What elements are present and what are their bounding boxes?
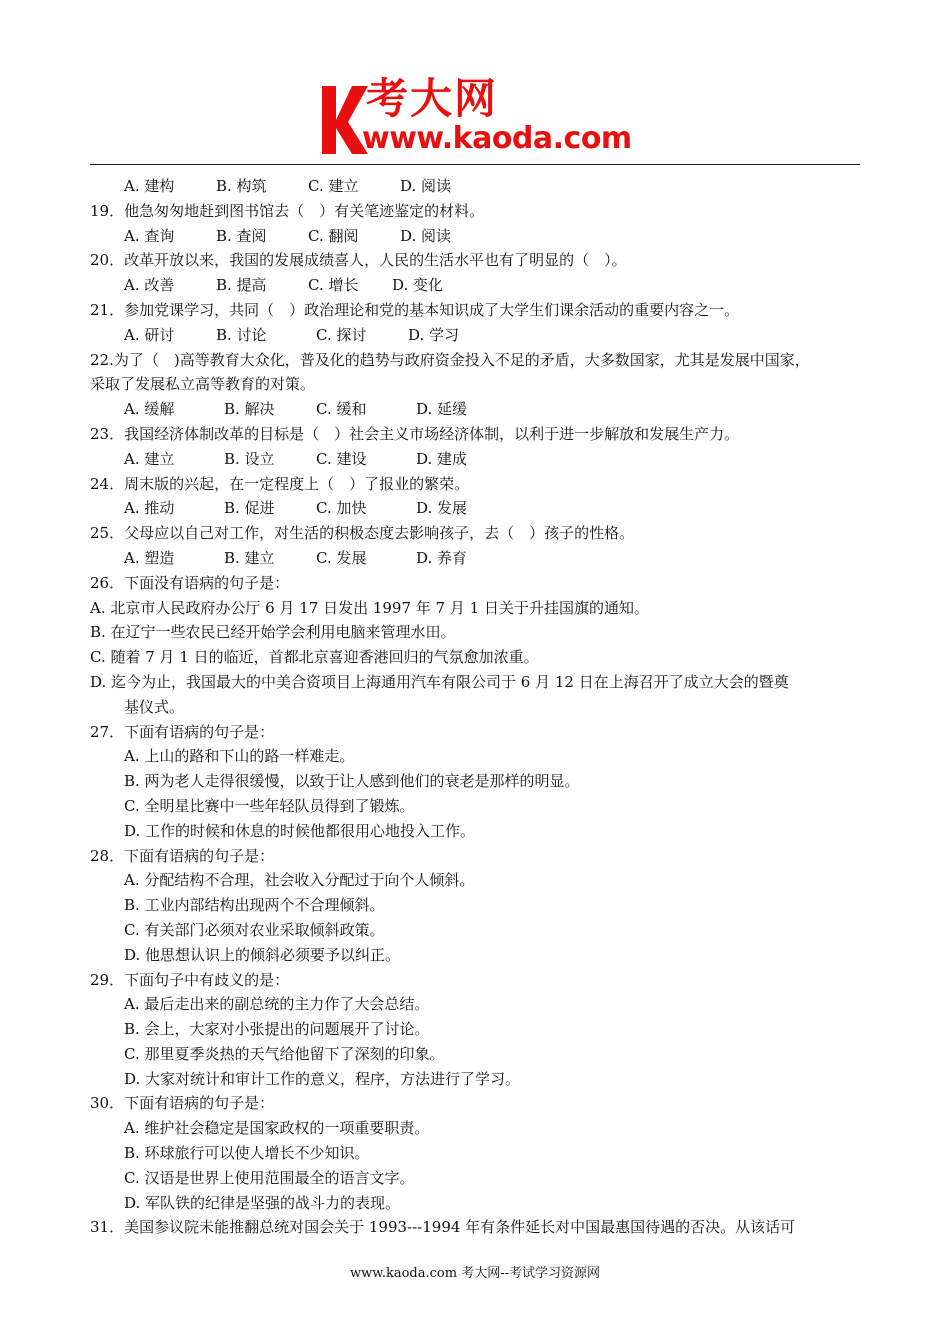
q28-option-c: C. 有关部门必须对农业采取倾斜政策。 <box>124 920 385 939</box>
kaoda-logo <box>318 74 638 160</box>
q28-option-b: B. 工业内部结构出现两个不合理倾斜。 <box>124 896 385 915</box>
question-23: 23．我国经济体制改革的目标是（ ）社会主义市场经济体制，以利于进一步解放和发展生产力。 <box>90 424 740 443</box>
question-28: 28．下面有语病的句子是： <box>90 846 275 865</box>
q29-option-a: A. 最后走出来的副总统的主力作了大会总结。 <box>124 995 430 1014</box>
question-29: 29．下面句子中有歧义的是： <box>90 970 290 989</box>
q26-option-b: B. 在辽宁一些农民已经开始学会利用电脑来管理水田。 <box>90 623 456 642</box>
option: C. 翻阅 <box>308 226 359 245</box>
option: D. 延缓 <box>416 400 468 419</box>
option: B. 促进 <box>224 499 275 518</box>
option: D. 建成 <box>416 449 468 468</box>
q27-option-c: C. 全明星比赛中一些年轻队员得到了锻炼。 <box>124 796 415 815</box>
page-header <box>0 0 950 166</box>
q29-option-b: B. 会上，大家对小张提出的问题展开了讨论。 <box>124 1020 430 1039</box>
question-26: 26．下面没有语病的句子是： <box>90 573 290 592</box>
q26-option-d: D. 迄今为止，我国最大的中美合资项目上海通用汽车有限公司于 6 月 12 日在上海召开了成立大会的暨奠 <box>90 672 789 691</box>
option: D. 养育 <box>416 548 468 567</box>
q24-options <box>90 496 865 521</box>
q21-options <box>90 323 865 348</box>
option: A. 建构 <box>124 177 175 195</box>
question-21: 21．参加党课学习，共同（ ）政治理论和党的基本知识成了大学生们课余活动的重要内容之一。 <box>90 300 740 319</box>
option: C. 缓和 <box>316 400 367 419</box>
option: C. 加快 <box>316 499 367 518</box>
q29-option-c: C. 那里夏季炎热的天气给他留下了深刻的印象。 <box>124 1044 445 1063</box>
question-31: 31．美国参议院未能推翻总统对国会关于 1993---1994 年有条件延长对中国最惠国待遇的否决。从该话可 <box>90 1218 796 1237</box>
option: B. 查阅 <box>216 226 267 245</box>
q25-options <box>90 546 865 571</box>
option: B. 设立 <box>224 449 275 468</box>
q19-options <box>90 224 865 249</box>
option: A. 建立 <box>124 449 175 468</box>
option: A. 查询 <box>124 226 175 245</box>
logo-chinese-name: 考大网 <box>366 74 499 123</box>
q23-options <box>90 447 865 472</box>
question-19: 19．他急匆匆地赶到图书馆去（ ）有关笔迹鉴定的材料。 <box>90 201 485 220</box>
option: B. 讨论 <box>216 325 267 344</box>
option: D. 变化 <box>392 276 444 295</box>
option: B. 提高 <box>216 276 267 295</box>
q30-option-c: C. 汉语是世界上使用范围最全的语言文字。 <box>124 1168 415 1187</box>
option: C. 建立 <box>308 177 359 195</box>
q29-option-d: D. 大家对统计和审计工作的意义，程序，方法进行了学习。 <box>124 1069 521 1088</box>
q26-option-d-continued: 基仪式。 <box>124 697 185 716</box>
question-30: 30．下面有语病的句子是： <box>90 1094 275 1113</box>
q20-options <box>90 273 865 298</box>
option: A. 推动 <box>124 499 175 518</box>
option: A. 塑造 <box>124 548 175 567</box>
q30-option-a: A. 维护社会稳定是国家政权的一项重要职责。 <box>124 1119 430 1138</box>
page-footer: www.kaoda.com 考大网--考试学习资源网 <box>350 1266 600 1281</box>
q30-option-d: D. 军队铁的纪律是坚强的战斗力的表现。 <box>124 1193 401 1212</box>
option: C. 增长 <box>308 276 359 295</box>
option: B. 解决 <box>224 400 275 419</box>
option: D. 阅读 <box>400 177 452 195</box>
option: C. 探讨 <box>316 325 367 344</box>
option: D. 学习 <box>408 325 460 344</box>
q27-option-b: B. 两为老人走得很缓慢，以致于让人感到他们的衰老是那样的明显。 <box>124 772 580 791</box>
option: C. 发展 <box>316 548 367 567</box>
q27-option-a: A. 上山的路和下山的路一样难走。 <box>124 747 355 766</box>
q18-options <box>90 174 865 199</box>
option: B. 构筑 <box>216 177 267 195</box>
header-divider <box>90 164 860 165</box>
option: A. 改善 <box>124 276 175 295</box>
question-24: 24．周末版的兴起，在一定程度上（ ）了报业的繁荣。 <box>90 474 470 493</box>
option: D. 发展 <box>416 499 468 518</box>
option: C. 建设 <box>316 449 367 468</box>
q22-options <box>90 397 865 422</box>
option: D. 阅读 <box>400 226 452 245</box>
q26-option-a: A. 北京市人民政府办公厅 6 月 17 日发出 1997 年 7 月 1 日关于升挂国旗的通知。 <box>90 598 649 617</box>
option: B. 建立 <box>224 548 275 567</box>
q28-option-a: A. 分配结构不合理，社会收入分配过于向个人倾斜。 <box>124 871 475 890</box>
question-27: 27．下面有语病的句子是： <box>90 722 275 741</box>
q28-option-d: D. 他思想认识上的倾斜必须要予以纠正。 <box>124 945 401 964</box>
option: A. 缓解 <box>124 400 175 419</box>
option: A. 研讨 <box>124 325 175 344</box>
question-25: 25．父母应以自己对工作，对生活的积极态度去影响孩子，去（ ）孩子的性格。 <box>90 524 635 543</box>
question-22-line-1: 22.为了（ )高等教育大众化，普及化的趋势与政府资金投入不足的矛盾，大多数国家，尤其是发展中国家， <box>90 350 810 369</box>
q27-option-d: D. 工作的时候和休息的时候他都很用心地投入工作。 <box>124 821 476 840</box>
question-20: 20．改革开放以来，我国的发展成绩喜人，人民的生活水平也有了明显的（ ）。 <box>90 251 627 270</box>
exam-content <box>90 174 865 1240</box>
q26-option-c: C. 随着 7 月 1 日的临近，首都北京喜迎香港回归的气氛愈加浓重。 <box>90 648 539 667</box>
logo-url: www.kaoda.com <box>362 121 632 156</box>
q30-option-b: B. 环球旅行可以使人增长不少知识。 <box>124 1144 370 1163</box>
question-22-line-2: 采取了发展私立高等教育的对策。 <box>90 375 316 394</box>
